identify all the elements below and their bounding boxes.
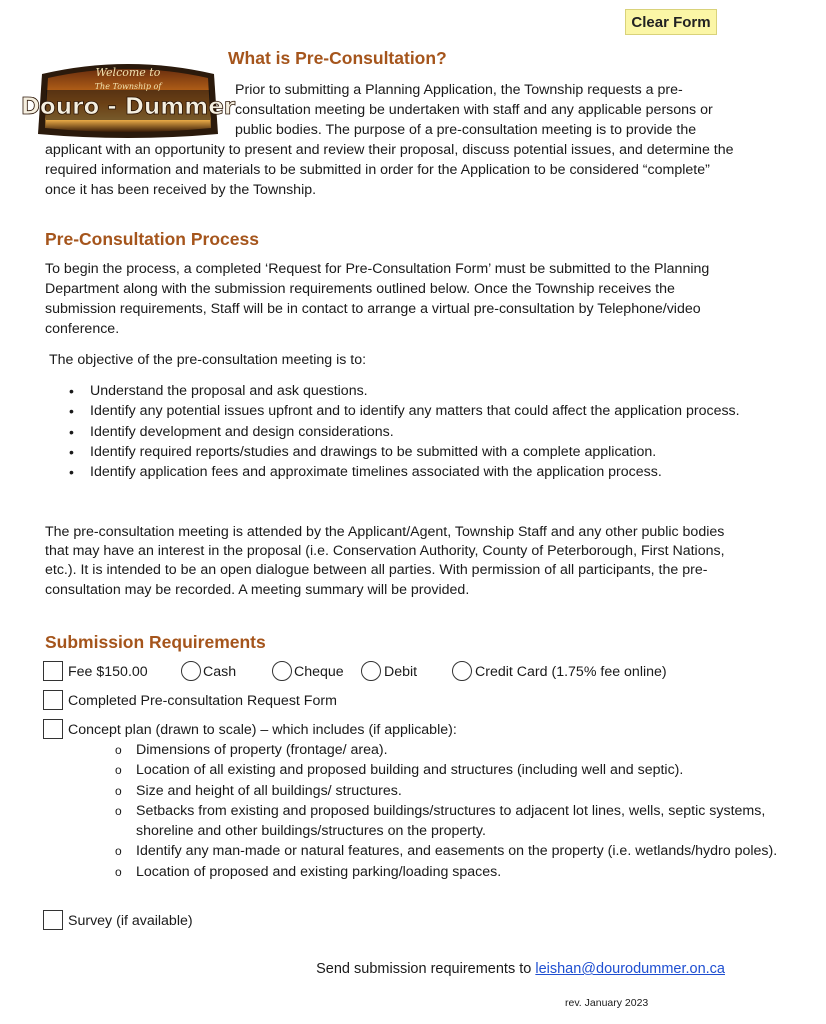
logo-township-text: The Township of	[94, 82, 162, 91]
intro-body: Prior to submitting a Planning Application, the Township requests a pre-consultation meeting be undertaken with staff and any applicable persons or public bodies. The purpose of a pre-consultation meeting is to provide the applicant with an opportunity to present and review their proposal, discuss potential issues, and determine the required information and materials to be submitted in order for the Application to be considered “complete” once it has been received by the Township.	[45, 82, 734, 198]
cheque-label: Cheque	[294, 664, 344, 680]
concept-item: o Location of proposed and existing parking/loading spaces.	[136, 862, 826, 882]
objective-intro: The objective of the pre-consultation meeting is to:	[49, 352, 367, 368]
objective-item: • Identify required reports/studies and drawings to be submitted with a complete application.	[90, 442, 750, 462]
credit-card-radio[interactable]	[452, 661, 472, 681]
email-link[interactable]: leishan@dourodummer.on.ca	[535, 961, 725, 977]
objectives-list	[45, 381, 750, 482]
concept-plan-checkbox[interactable]	[43, 719, 63, 739]
fee-label: Fee $150.00	[68, 664, 148, 680]
concept-item: o Setbacks from existing and proposed buildings/structures to adjacent lot lines, wells, septic systems, shoreline and other buildings/structures on the property.	[136, 801, 826, 842]
objective-item: • Identify development and design considerations.	[90, 422, 750, 442]
concept-item: o Size and height of all buildings/ structures.	[136, 781, 826, 801]
concept-item: o Location of all existing and proposed building and structures (including well and septic).	[136, 760, 826, 780]
survey-label: Survey (if available)	[68, 913, 193, 929]
cheque-radio[interactable]	[272, 661, 292, 681]
process-body: To begin the process, a completed ‘Request for Pre-Consultation Form’ must be submitted to the Planning Department along with the submission requirements outlined below. Once the Township receives the submission requirements, Staff will be in contact to arrange a virtual pre-consultation by Telephone/video conference.	[45, 261, 710, 337]
survey-checkbox[interactable]	[43, 910, 63, 930]
completed-form-checkbox[interactable]	[43, 690, 63, 710]
intro-title: What is Pre-Consultation?	[228, 48, 447, 68]
cash-label: Cash	[203, 664, 237, 680]
debit-label: Debit	[384, 664, 418, 680]
send-text: Send submission requirements to	[316, 961, 536, 977]
concept-items-list	[45, 740, 826, 882]
revision-date: rev. January 2023	[565, 997, 649, 1009]
objective-item: • Identify any potential issues upfront and to identify any matters that could affect the application process.	[90, 401, 750, 421]
concept-plan-label: Concept plan (drawn to scale) – which includes (if applicable):	[68, 722, 457, 738]
logo-welcome-text: Welcome to	[95, 66, 161, 79]
completed-form-label: Completed Pre-consultation Request Form	[68, 693, 337, 709]
debit-radio[interactable]	[361, 661, 381, 681]
intro-section	[45, 80, 735, 200]
objective-item: • Identify application fees and approximate timelines associated with the application process.	[90, 462, 750, 482]
clear-form-button[interactable]: Clear Form	[625, 9, 717, 35]
credit-card-label: Credit Card (1.75% fee online)	[475, 664, 667, 680]
send-line	[316, 959, 725, 979]
fee-checkbox[interactable]	[43, 661, 63, 681]
submission-title: Submission Requirements	[45, 632, 266, 652]
cash-radio[interactable]	[181, 661, 201, 681]
logo-name-text: Douro - Dummer	[20, 94, 236, 120]
concept-item: o Dimensions of property (frontage/ area).	[136, 740, 826, 760]
objective-item: • Understand the proposal and ask questions.	[90, 381, 750, 401]
concept-item: o Identify any man-made or natural features, and easements on the property (i.e. wetlands/hydro poles).	[136, 841, 826, 861]
process-title: Pre-Consultation Process	[45, 229, 259, 249]
meeting-text: The pre-consultation meeting is attended by the Applicant/Agent, Township Staff and any other public bodies that may have an interest in the proposal (i.e. Conservation Authority, County of Peterborough, First Nations, etc.). It is intended to be an open dialogue between all parties. With permission of all participants, the pre-consultation may be recorded. A meeting summary will be provided.	[45, 524, 725, 598]
